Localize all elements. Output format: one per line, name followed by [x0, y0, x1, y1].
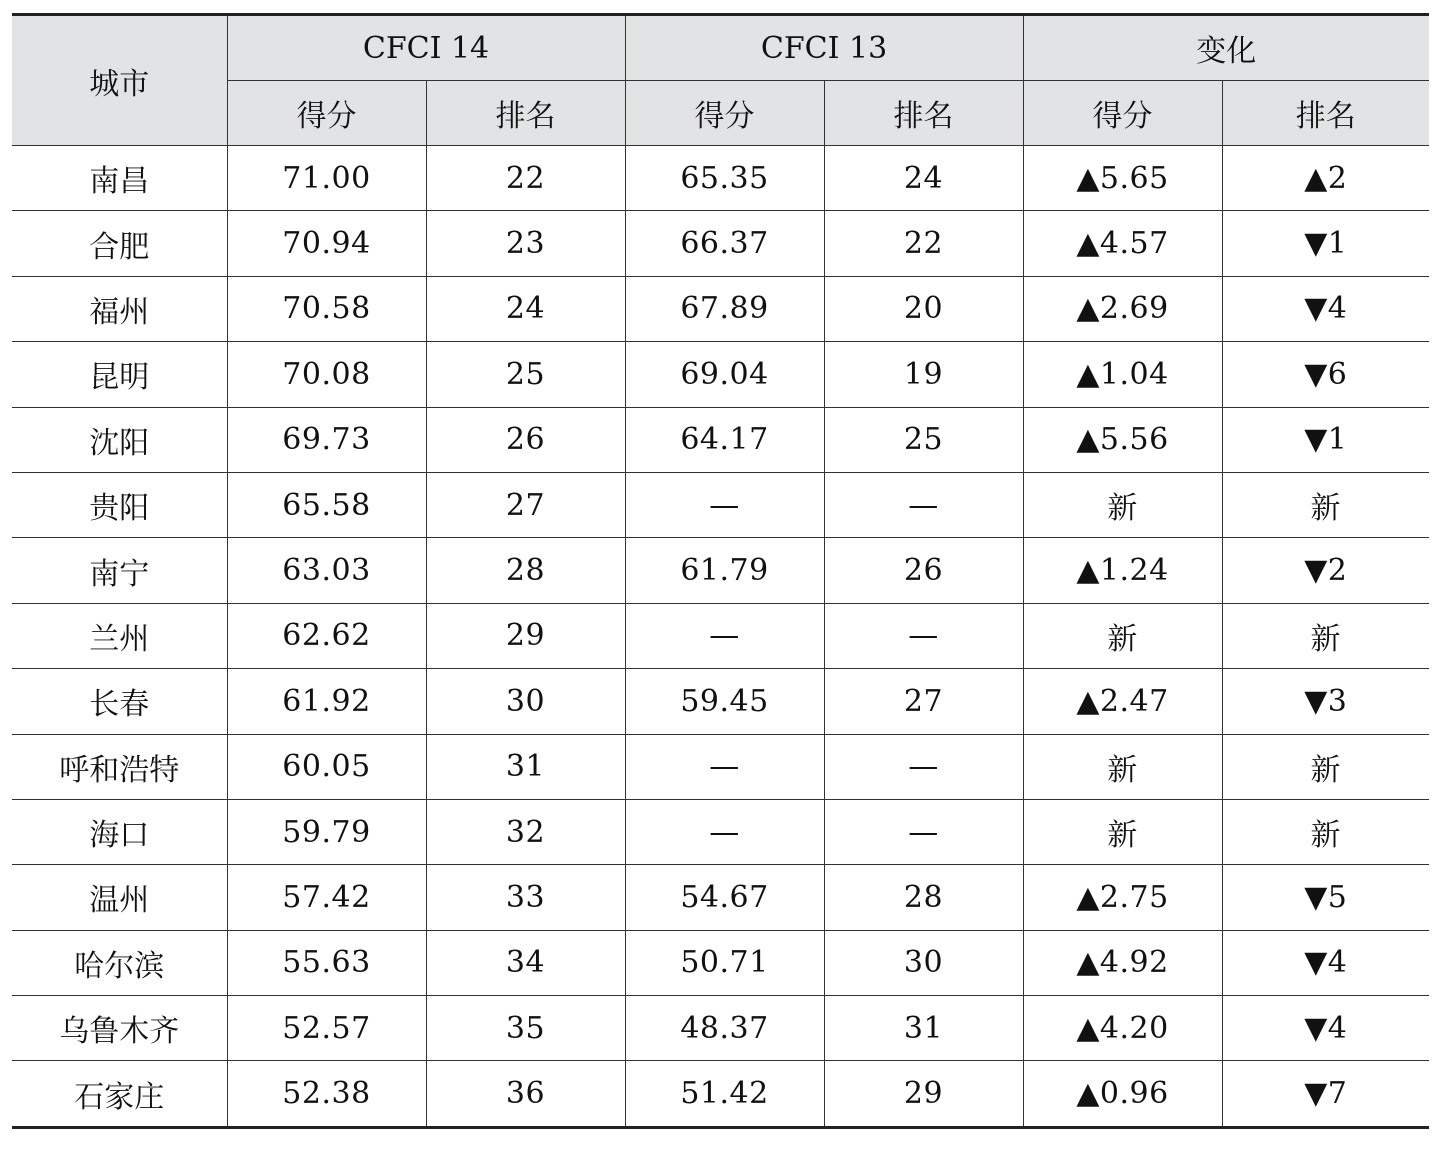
cell-rank-cfci14: 24 [426, 276, 625, 341]
cell-rank-cfci14: 35 [426, 996, 625, 1061]
table-row [12, 538, 1429, 603]
ranking-table [12, 13, 1429, 1129]
header-sub-rank-13: 排名 [824, 81, 1023, 146]
cell-rank-cfci13: — [824, 472, 1023, 537]
header-sub-rank-14: 排名 [426, 81, 625, 146]
header-group-row [12, 15, 1429, 81]
cell-score-cfci14: 70.94 [227, 211, 426, 276]
table-row [12, 472, 1429, 537]
cell-rank-cfci13: — [824, 799, 1023, 864]
cell-rank-cfci14: 23 [426, 211, 625, 276]
table-row [12, 407, 1429, 472]
table-row [12, 276, 1429, 341]
cell-score-change: ▲1.04 [1023, 342, 1222, 407]
cell-city: 福州 [12, 276, 227, 341]
header-group-cfci14: CFCI 14 [227, 15, 625, 81]
cell-score-cfci14: 62.62 [227, 603, 426, 668]
cell-score-cfci13: — [625, 472, 824, 537]
cell-score-cfci14: 71.00 [227, 146, 426, 211]
cell-rank-cfci13: 28 [824, 865, 1023, 930]
cell-rank-change: ▼2 [1222, 538, 1429, 603]
cell-city: 海口 [12, 799, 227, 864]
cell-score-cfci14: 65.58 [227, 472, 426, 537]
cell-score-cfci14: 57.42 [227, 865, 426, 930]
cell-score-cfci13: 61.79 [625, 538, 824, 603]
cell-rank-cfci14: 27 [426, 472, 625, 537]
cell-rank-cfci13: — [824, 603, 1023, 668]
cell-score-cfci13: 59.45 [625, 669, 824, 734]
table-header [12, 15, 1429, 146]
cell-rank-cfci13: 25 [824, 407, 1023, 472]
cell-rank-cfci13: 22 [824, 211, 1023, 276]
table-body [12, 146, 1429, 1128]
cell-score-cfci14: 52.38 [227, 1061, 426, 1127]
cell-score-cfci13: — [625, 734, 824, 799]
cell-score-change: ▲4.57 [1023, 211, 1222, 276]
cell-rank-cfci13: 19 [824, 342, 1023, 407]
cell-score-cfci13: 64.17 [625, 407, 824, 472]
cell-rank-cfci13: — [824, 734, 1023, 799]
cell-rank-cfci14: 31 [426, 734, 625, 799]
table-row [12, 146, 1429, 211]
cell-score-cfci14: 70.58 [227, 276, 426, 341]
cell-score-change: ▲5.56 [1023, 407, 1222, 472]
ranking-table-container [12, 13, 1429, 1129]
table-row [12, 1061, 1429, 1127]
header-city: 城市 [12, 15, 227, 146]
cell-score-cfci13: 51.42 [625, 1061, 824, 1127]
cell-rank-change: ▼1 [1222, 211, 1429, 276]
cell-score-cfci14: 55.63 [227, 930, 426, 995]
cell-rank-change: 新 [1222, 472, 1429, 537]
cell-city: 长春 [12, 669, 227, 734]
cell-score-cfci13: 54.67 [625, 865, 824, 930]
cell-score-cfci13: 50.71 [625, 930, 824, 995]
table-row [12, 669, 1429, 734]
header-group-cfci13: CFCI 13 [625, 15, 1023, 81]
table-row [12, 930, 1429, 995]
cell-score-cfci13: — [625, 799, 824, 864]
header-sub-score-change: 得分 [1023, 81, 1222, 146]
cell-rank-cfci14: 29 [426, 603, 625, 668]
cell-city: 合肥 [12, 211, 227, 276]
cell-score-cfci13: 48.37 [625, 996, 824, 1061]
cell-score-cfci13: — [625, 603, 824, 668]
header-sub-score-13: 得分 [625, 81, 824, 146]
table-row [12, 603, 1429, 668]
cell-rank-change: ▼4 [1222, 276, 1429, 341]
cell-rank-change: ▲2 [1222, 146, 1429, 211]
cell-rank-cfci14: 28 [426, 538, 625, 603]
cell-rank-change: ▼3 [1222, 669, 1429, 734]
table-row [12, 799, 1429, 864]
cell-city: 乌鲁木齐 [12, 996, 227, 1061]
cell-score-cfci13: 67.89 [625, 276, 824, 341]
cell-rank-change: 新 [1222, 734, 1429, 799]
cell-rank-cfci13: 31 [824, 996, 1023, 1061]
cell-score-cfci14: 61.92 [227, 669, 426, 734]
table-row [12, 342, 1429, 407]
table-row [12, 734, 1429, 799]
cell-rank-cfci14: 33 [426, 865, 625, 930]
cell-score-change: ▲2.47 [1023, 669, 1222, 734]
cell-score-change: ▲4.92 [1023, 930, 1222, 995]
cell-score-cfci14: 63.03 [227, 538, 426, 603]
table-row [12, 211, 1429, 276]
cell-score-change: ▲2.75 [1023, 865, 1222, 930]
cell-score-cfci14: 52.57 [227, 996, 426, 1061]
cell-score-cfci13: 69.04 [625, 342, 824, 407]
cell-city: 南宁 [12, 538, 227, 603]
cell-score-change: ▲2.69 [1023, 276, 1222, 341]
cell-score-cfci13: 65.35 [625, 146, 824, 211]
cell-rank-cfci14: 26 [426, 407, 625, 472]
cell-score-cfci14: 70.08 [227, 342, 426, 407]
cell-rank-change: 新 [1222, 799, 1429, 864]
cell-city: 贵阳 [12, 472, 227, 537]
cell-city: 兰州 [12, 603, 227, 668]
cell-rank-cfci13: 26 [824, 538, 1023, 603]
cell-rank-cfci13: 30 [824, 930, 1023, 995]
cell-rank-cfci13: 29 [824, 1061, 1023, 1127]
cell-city: 呼和浩特 [12, 734, 227, 799]
cell-rank-cfci14: 22 [426, 146, 625, 211]
cell-score-change: ▲1.24 [1023, 538, 1222, 603]
cell-score-change: ▲5.65 [1023, 146, 1222, 211]
cell-city: 石家庄 [12, 1061, 227, 1127]
cell-city: 温州 [12, 865, 227, 930]
cell-score-change: 新 [1023, 799, 1222, 864]
cell-rank-change: ▼1 [1222, 407, 1429, 472]
table-row [12, 996, 1429, 1061]
cell-score-change: 新 [1023, 603, 1222, 668]
cell-score-change: ▲0.96 [1023, 1061, 1222, 1127]
cell-rank-change: ▼7 [1222, 1061, 1429, 1127]
cell-rank-change: ▼4 [1222, 996, 1429, 1061]
cell-rank-cfci13: 20 [824, 276, 1023, 341]
header-sub-score-14: 得分 [227, 81, 426, 146]
cell-rank-cfci13: 27 [824, 669, 1023, 734]
cell-score-cfci14: 59.79 [227, 799, 426, 864]
cell-score-cfci14: 69.73 [227, 407, 426, 472]
cell-score-change: 新 [1023, 472, 1222, 537]
cell-city: 南昌 [12, 146, 227, 211]
cell-rank-cfci14: 30 [426, 669, 625, 734]
cell-city: 哈尔滨 [12, 930, 227, 995]
cell-city: 沈阳 [12, 407, 227, 472]
cell-rank-cfci14: 32 [426, 799, 625, 864]
header-group-change: 变化 [1023, 15, 1429, 81]
cell-score-cfci13: 66.37 [625, 211, 824, 276]
cell-rank-change: ▼6 [1222, 342, 1429, 407]
cell-rank-change: ▼4 [1222, 930, 1429, 995]
cell-score-cfci14: 60.05 [227, 734, 426, 799]
cell-rank-change: 新 [1222, 603, 1429, 668]
cell-city: 昆明 [12, 342, 227, 407]
cell-score-change: 新 [1023, 734, 1222, 799]
cell-rank-cfci14: 36 [426, 1061, 625, 1127]
cell-rank-cfci14: 25 [426, 342, 625, 407]
header-sub-rank-change: 排名 [1222, 81, 1429, 146]
cell-rank-cfci13: 24 [824, 146, 1023, 211]
cell-rank-change: ▼5 [1222, 865, 1429, 930]
table-row [12, 865, 1429, 930]
cell-rank-cfci14: 34 [426, 930, 625, 995]
cell-score-change: ▲4.20 [1023, 996, 1222, 1061]
